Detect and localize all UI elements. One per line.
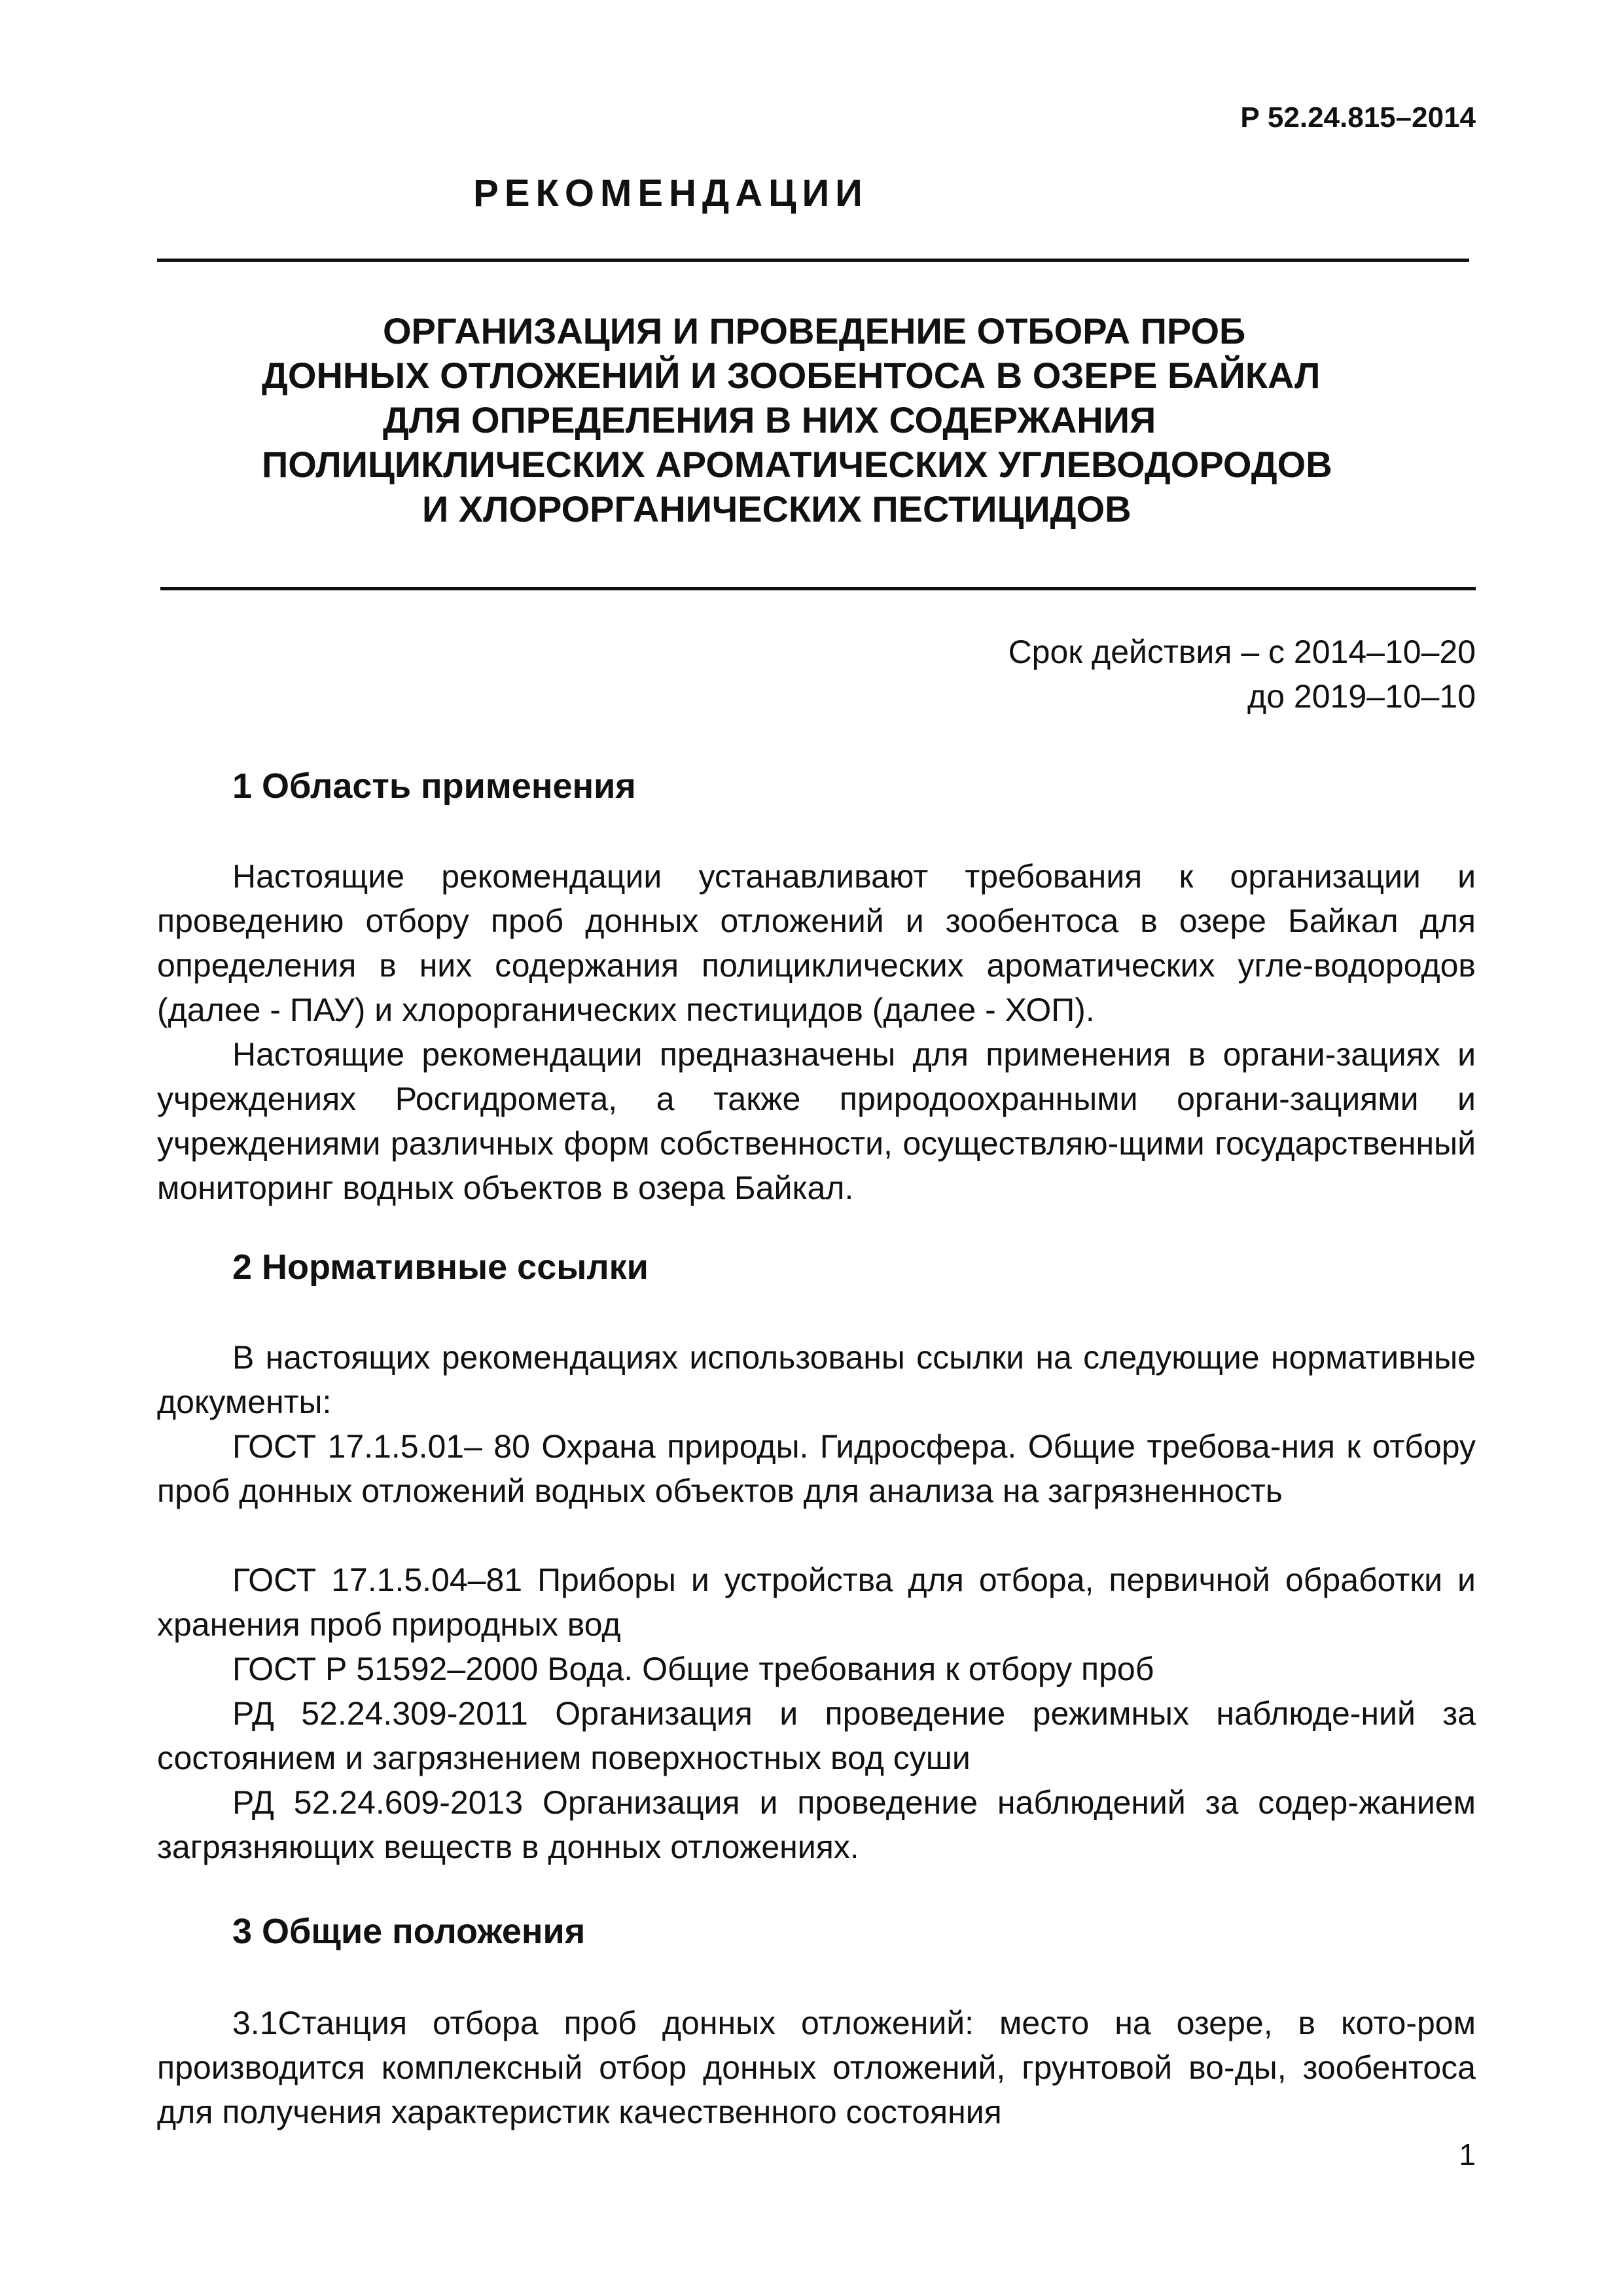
reference-item: ГОСТ 17.1.5.04–81 Приборы и устройства для отбора, первичной обработки и хранения проб природных вод: [157, 1562, 1476, 1643]
title-line: И ХЛОРОРГАНИЧЕСКИХ ПЕСТИЦИДОВ: [422, 488, 1132, 529]
validity-to: до 2019–10–10: [1247, 678, 1476, 715]
validity-from: Срок действия – с 2014–10–20: [1008, 634, 1476, 670]
paragraph: В настоящих рекомендациях использованы ссылки на следующие нормативные документы:: [157, 1339, 1476, 1420]
reference-item: РД 52.24.609-2013 Организация и проведение наблюдений за содер-жанием загрязняющих веществ в донных отложениях.: [157, 1784, 1476, 1865]
section-heading: 1 Область применения: [232, 766, 636, 806]
title-line: ДЛЯ ОПРЕДЕЛЕНИЯ В НИХ СОДЕРЖАНИЯ: [383, 399, 1156, 440]
title-divider: [160, 587, 1476, 590]
document-type-heading: РЕКОМЕНДАЦИИ: [473, 172, 868, 215]
title-line: ДОННЫХ ОТЛОЖЕНИЙ И ЗООБЕНТОСА В ОЗЕРЕ БАЙКАЛ: [262, 355, 1321, 396]
section-heading: 2 Нормативные ссылки: [232, 1247, 649, 1287]
title-line: ПОЛИЦИКЛИЧЕСКИХ АРОМАТИЧЕСКИХ УГЛЕВОДОРОДОВ: [262, 444, 1332, 485]
reference-item: РД 52.24.309-2011 Организация и проведение режимных наблюде-ний за состоянием и загрязнением поверхностных вод суши: [157, 1695, 1476, 1776]
page-number: 1: [1459, 2138, 1476, 2172]
validity-period: [1008, 630, 1476, 719]
reference-item: ГОСТ 17.1.5.01– 80 Охрана природы. Гидросфера. Общие требова-ния к отбору проб донных отложений водных объектов для анализа на загрязненность: [157, 1428, 1476, 1509]
reference-item: ГОСТ Р 51592–2000 Вода. Общие требования к отбору проб: [232, 1651, 1154, 1687]
section-heading: 3 Общие положения: [232, 1912, 586, 1951]
document-code: Р 52.24.815–2014: [1240, 101, 1476, 134]
paragraph: Настоящие рекомендации устанавливают требования к организации и проведению отбору проб донных отложений и зообентоса в озере Байкал для определения в них содержания полициклических ароматических угле-водородов (далее - ПАУ) и хлорорганических пестицидов (далее - ХОП).: [157, 858, 1476, 1028]
document-title: [0, 309, 1623, 531]
paragraph: Настоящие рекомендации предназначены для применения в органи-зациях и учреждениях Росгидромета, а также природоохранными органи-зациями и учреждениями различных форм собственности, осуществляю-щими государственный мониторинг водных объектов в озера Байкал.: [157, 1036, 1476, 1206]
paragraph: 3.1Станция отбора проб донных отложений: место на озере, в кото-ром производится комплексный отбор донных отложений, грунтовой во-ды, зообентоса для получения характеристик качественного состояния: [157, 2005, 1476, 2130]
title-line: ОРГАНИЗАЦИЯ И ПРОВЕДЕНИЕ ОТБОРА ПРОБ: [383, 310, 1246, 351]
top-divider: [157, 259, 1469, 262]
